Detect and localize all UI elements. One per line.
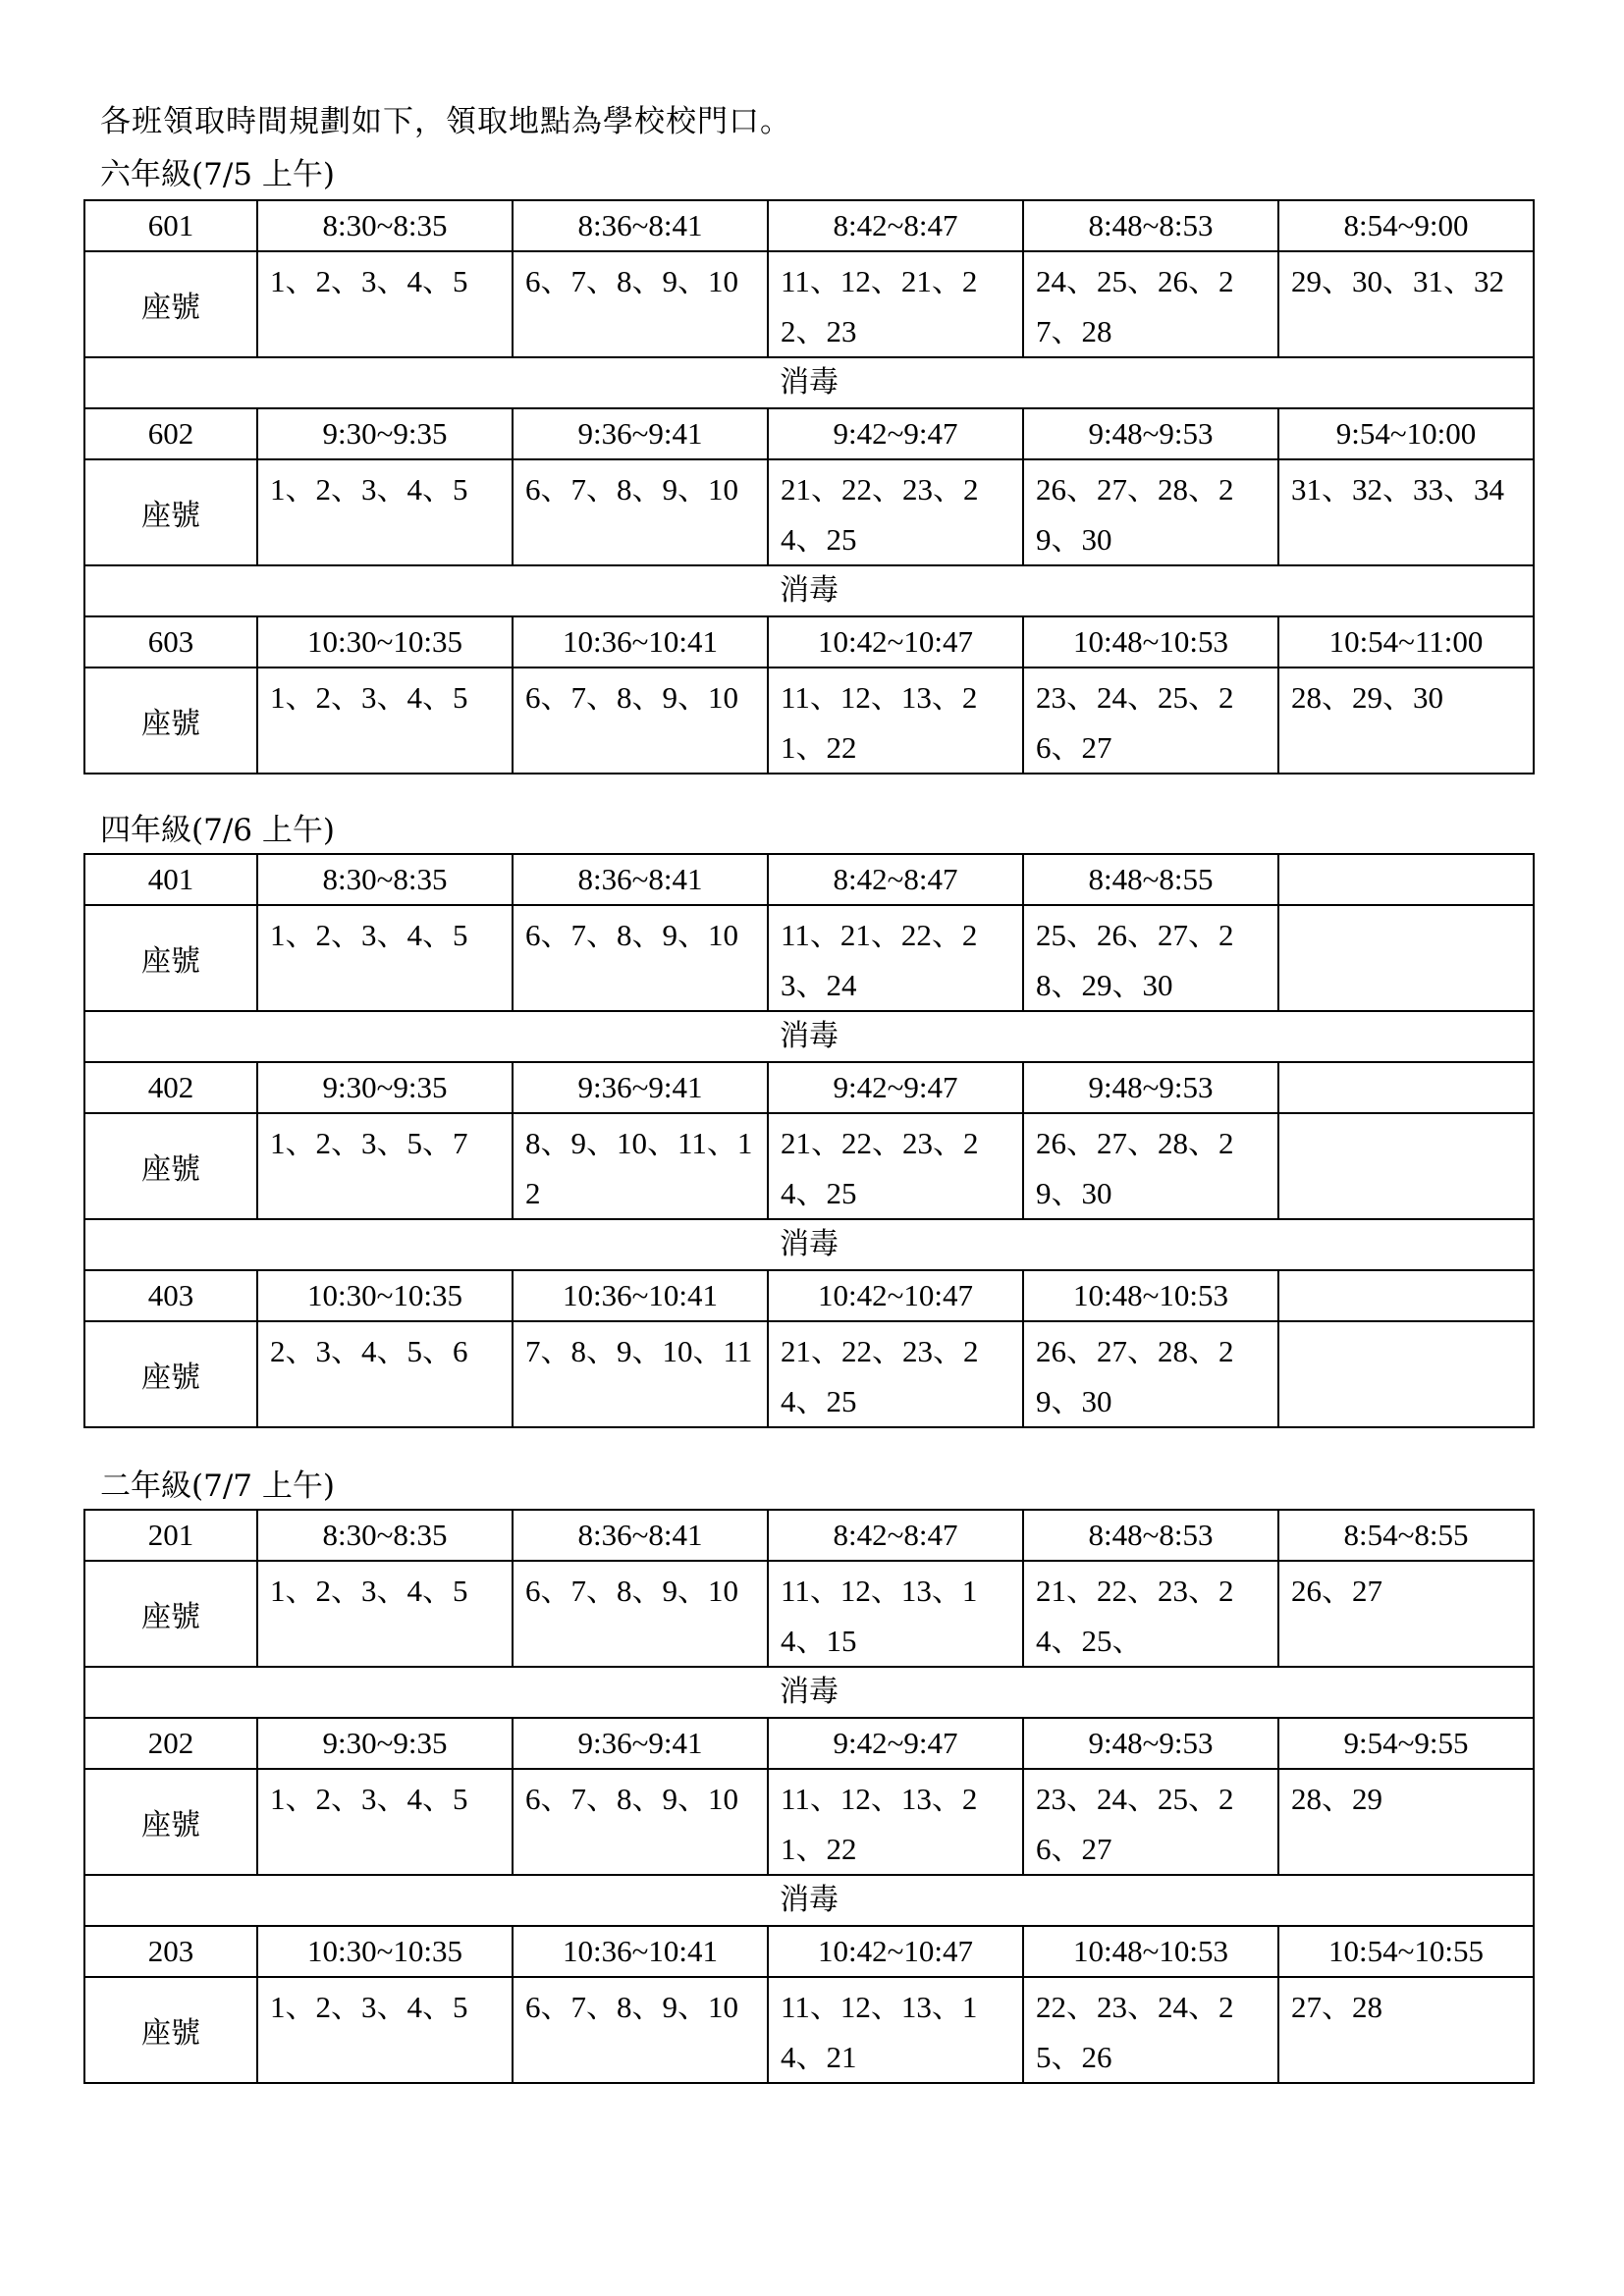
time-row: [84, 616, 1534, 667]
seat-numbers-cell: 28、29: [1278, 1769, 1534, 1875]
time-slot-cell: 8:30~8:35: [257, 1510, 513, 1561]
time-slot-cell: 10:36~10:41: [513, 1270, 768, 1321]
time-slot-cell: 10:30~10:35: [257, 1270, 513, 1321]
seat-numbers-cell: 6、7、8、9、10: [513, 251, 768, 357]
seat-numbers-cell: 21、22、23、24、25、: [1023, 1561, 1278, 1667]
grade-title: 六年級(7/5 上午): [100, 157, 335, 192]
seat-numbers-cell: [1278, 1321, 1534, 1427]
disinfect-row: [84, 1667, 1534, 1718]
seat-label-cell: 座號: [84, 905, 257, 1011]
seat-numbers-cell: 29、30、31、32: [1278, 251, 1534, 357]
time-slot-cell: 9:42~9:47: [768, 1062, 1023, 1113]
class-name-cell: 603: [84, 616, 257, 667]
seat-row: [84, 459, 1534, 565]
time-slot-cell: 10:36~10:41: [513, 1926, 768, 1977]
seat-row: [84, 1321, 1534, 1427]
seat-numbers-cell: 31、32、33、34: [1278, 459, 1534, 565]
schedule-table: [83, 1509, 1535, 2084]
seat-row: [84, 667, 1534, 774]
seat-label-cell: 座號: [84, 1321, 257, 1427]
seat-numbers-cell: 26、27、28、29、30: [1023, 1321, 1278, 1427]
seat-numbers-cell: 23、24、25、26、27: [1023, 667, 1278, 774]
class-name-cell: 402: [84, 1062, 257, 1113]
time-slot-cell: 9:30~9:35: [257, 1062, 513, 1113]
seat-row: [84, 905, 1534, 1011]
seat-label-cell: 座號: [84, 1769, 257, 1875]
seat-numbers-cell: 6、7、8、9、10: [513, 459, 768, 565]
schedule-table: [83, 853, 1535, 1428]
time-slot-cell: 10:42~10:47: [768, 1270, 1023, 1321]
seat-numbers-cell: 11、12、13、14、21: [768, 1977, 1023, 2083]
disinfect-cell: 消毒: [84, 565, 1534, 616]
time-row: [84, 1270, 1534, 1321]
time-slot-cell: 9:36~9:41: [513, 1062, 768, 1113]
seat-numbers-cell: 1、2、3、4、5: [257, 1561, 513, 1667]
time-slot-cell: 9:48~9:53: [1023, 1062, 1278, 1113]
seat-numbers-cell: 23、24、25、26、27: [1023, 1769, 1278, 1875]
time-slot-cell: 8:36~8:41: [513, 200, 768, 251]
seat-numbers-cell: 6、7、8、9、10: [513, 1561, 768, 1667]
time-slot-cell: 9:54~10:00: [1278, 408, 1534, 459]
time-slot-cell: 10:54~10:55: [1278, 1926, 1534, 1977]
time-slot-cell: 8:36~8:41: [513, 854, 768, 905]
seat-numbers-cell: 24、25、26、27、28: [1023, 251, 1278, 357]
time-slot-cell: 8:36~8:41: [513, 1510, 768, 1561]
seat-label-cell: 座號: [84, 667, 257, 774]
seat-label-cell: 座號: [84, 1113, 257, 1219]
time-slot-cell: 8:42~8:47: [768, 854, 1023, 905]
schedule-table: [83, 199, 1535, 774]
time-slot-cell: [1278, 854, 1534, 905]
grade-title: 二年級(7/7 上午): [100, 1468, 335, 1504]
time-slot-cell: 8:48~8:53: [1023, 1510, 1278, 1561]
disinfect-cell: 消毒: [84, 357, 1534, 408]
disinfect-cell: 消毒: [84, 1875, 1534, 1926]
time-slot-cell: 8:48~8:53: [1023, 200, 1278, 251]
seat-numbers-cell: 11、12、13、21、22: [768, 1769, 1023, 1875]
class-name-cell: 401: [84, 854, 257, 905]
seat-numbers-cell: 11、12、21、22、23: [768, 251, 1023, 357]
time-slot-cell: 10:36~10:41: [513, 616, 768, 667]
seat-numbers-cell: 28、29、30: [1278, 667, 1534, 774]
seat-numbers-cell: 1、2、3、4、5: [257, 459, 513, 565]
seat-numbers-cell: 1、2、3、4、5: [257, 1977, 513, 2083]
class-name-cell: 601: [84, 200, 257, 251]
time-slot-cell: 10:30~10:35: [257, 1926, 513, 1977]
time-slot-cell: 9:48~9:53: [1023, 1718, 1278, 1769]
seat-numbers-cell: [1278, 1113, 1534, 1219]
seat-row: [84, 1977, 1534, 2083]
seat-numbers-cell: 21、22、23、24、25: [768, 1321, 1023, 1427]
time-slot-cell: 9:30~9:35: [257, 1718, 513, 1769]
time-row: [84, 1718, 1534, 1769]
disinfect-cell: 消毒: [84, 1219, 1534, 1270]
disinfect-row: [84, 357, 1534, 408]
time-slot-cell: 10:30~10:35: [257, 616, 513, 667]
class-name-cell: 201: [84, 1510, 257, 1561]
seat-numbers-cell: 25、26、27、28、29、30: [1023, 905, 1278, 1011]
seat-numbers-cell: 6、7、8、9、10: [513, 1769, 768, 1875]
seat-numbers-cell: 1、2、3、4、5: [257, 905, 513, 1011]
time-slot-cell: 9:36~9:41: [513, 408, 768, 459]
time-slot-cell: 10:42~10:47: [768, 1926, 1023, 1977]
seat-row: [84, 1561, 1534, 1667]
time-slot-cell: [1278, 1270, 1534, 1321]
seat-numbers-cell: 11、12、13、21、22: [768, 667, 1023, 774]
time-slot-cell: 8:54~8:55: [1278, 1510, 1534, 1561]
time-slot-cell: 9:48~9:53: [1023, 408, 1278, 459]
seat-row: [84, 1113, 1534, 1219]
disinfect-cell: 消毒: [84, 1667, 1534, 1718]
time-slot-cell: 8:30~8:35: [257, 200, 513, 251]
seat-numbers-cell: 27、28: [1278, 1977, 1534, 2083]
class-name-cell: 602: [84, 408, 257, 459]
seat-row: [84, 1769, 1534, 1875]
time-row: [84, 1510, 1534, 1561]
seat-numbers-cell: 6、7、8、9、10: [513, 905, 768, 1011]
time-slot-cell: [1278, 1062, 1534, 1113]
time-slot-cell: 10:54~11:00: [1278, 616, 1534, 667]
disinfect-row: [84, 1219, 1534, 1270]
seat-numbers-cell: 11、12、13、14、15: [768, 1561, 1023, 1667]
time-slot-cell: 8:54~9:00: [1278, 200, 1534, 251]
disinfect-row: [84, 1875, 1534, 1926]
seat-numbers-cell: 7、8、9、10、11: [513, 1321, 768, 1427]
time-row: [84, 1926, 1534, 1977]
seat-numbers-cell: 21、22、23、24、25: [768, 459, 1023, 565]
time-row: [84, 408, 1534, 459]
intro-text: 各班領取時間規劃如下，領取地點為學校校門口。: [100, 104, 791, 139]
seat-numbers-cell: 8、9、10、11、12: [513, 1113, 768, 1219]
time-slot-cell: 10:48~10:53: [1023, 616, 1278, 667]
time-slot-cell: 9:54~9:55: [1278, 1718, 1534, 1769]
seat-numbers-cell: 1、2、3、4、5: [257, 251, 513, 357]
seat-numbers-cell: 26、27、28、29、30: [1023, 1113, 1278, 1219]
time-slot-cell: 10:48~10:53: [1023, 1926, 1278, 1977]
seat-numbers-cell: 6、7、8、9、10: [513, 1977, 768, 2083]
seat-label-cell: 座號: [84, 1977, 257, 2083]
seat-row: [84, 251, 1534, 357]
seat-numbers-cell: 1、2、3、4、5: [257, 1769, 513, 1875]
disinfect-cell: 消毒: [84, 1011, 1534, 1062]
disinfect-row: [84, 1011, 1534, 1062]
seat-label-cell: 座號: [84, 251, 257, 357]
time-slot-cell: 9:42~9:47: [768, 408, 1023, 459]
seat-numbers-cell: 1、2、3、4、5: [257, 667, 513, 774]
time-slot-cell: 10:42~10:47: [768, 616, 1023, 667]
seat-label-cell: 座號: [84, 1561, 257, 1667]
seat-numbers-cell: [1278, 905, 1534, 1011]
disinfect-row: [84, 565, 1534, 616]
seat-numbers-cell: 2、3、4、5、6: [257, 1321, 513, 1427]
class-name-cell: 403: [84, 1270, 257, 1321]
time-slot-cell: 9:42~9:47: [768, 1718, 1023, 1769]
seat-numbers-cell: 6、7、8、9、10: [513, 667, 768, 774]
class-name-cell: 202: [84, 1718, 257, 1769]
time-slot-cell: 8:30~8:35: [257, 854, 513, 905]
seat-numbers-cell: 1、2、3、5、7: [257, 1113, 513, 1219]
seat-label-cell: 座號: [84, 459, 257, 565]
class-name-cell: 203: [84, 1926, 257, 1977]
time-row: [84, 200, 1534, 251]
seat-numbers-cell: 26、27、28、29、30: [1023, 459, 1278, 565]
seat-numbers-cell: 26、27: [1278, 1561, 1534, 1667]
time-slot-cell: 8:48~8:55: [1023, 854, 1278, 905]
time-row: [84, 854, 1534, 905]
time-row: [84, 1062, 1534, 1113]
time-slot-cell: 9:30~9:35: [257, 408, 513, 459]
seat-numbers-cell: 11、21、22、23、24: [768, 905, 1023, 1011]
time-slot-cell: 8:42~8:47: [768, 200, 1023, 251]
grade-title: 四年級(7/6 上午): [100, 813, 335, 848]
time-slot-cell: 10:48~10:53: [1023, 1270, 1278, 1321]
time-slot-cell: 8:42~8:47: [768, 1510, 1023, 1561]
seat-numbers-cell: 22、23、24、25、26: [1023, 1977, 1278, 2083]
time-slot-cell: 9:36~9:41: [513, 1718, 768, 1769]
seat-numbers-cell: 21、22、23、24、25: [768, 1113, 1023, 1219]
